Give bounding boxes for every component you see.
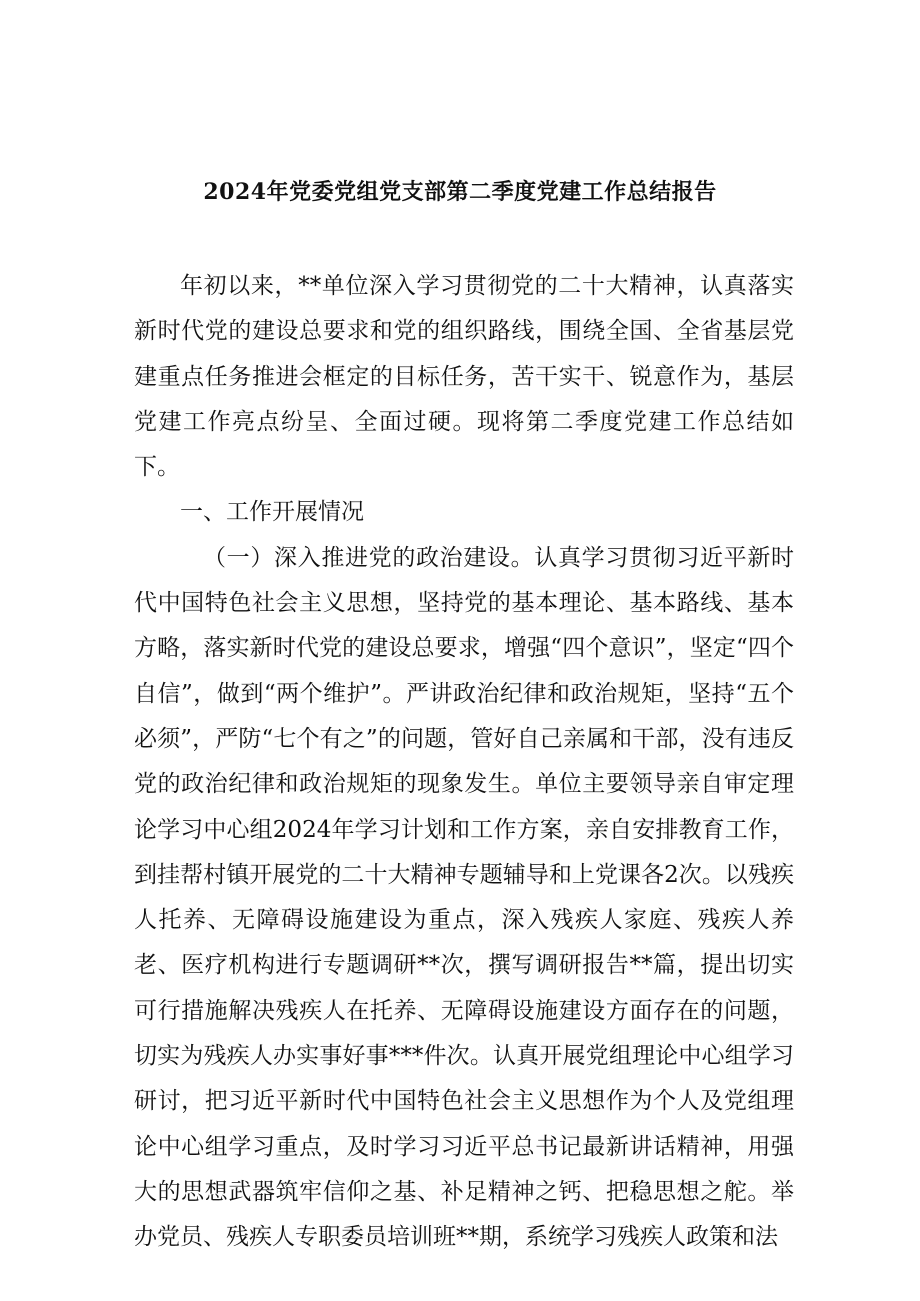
section-heading: 一、工作开展情况 (180, 499, 364, 526)
document-body (134, 264, 794, 1261)
section-paragraph: （一）深入推进党的政治建设。认真学习贯彻习近平新时代中国特色社会主义思想，坚持党的基本理论、基本路线、基本方略，落实新时代党的建设总要求，增强“四个意识”，坚定“四个自信”，做到“两个维护”。严讲政治纪律和政治规矩，坚持“五个必须”，严防“七个有之”的问题，管好自己亲属和干部，没有违反党的政治纪律和政治规矩的现象发生。单位主要领导亲自审定理论学习中心组2024年学习计划和工作方案，亲自安排教育工作，到挂帮村镇开展党的二十大精神专题辅导和上党课各2次。以残疾人托养、无障碍设施建设为重点，深入残疾人家庭、残疾人养老、医疗机构进行专题调研**次，撰写调研报告**篇，提出切实可行措施解决残疾人在托养、无障碍设施建设方面存在的问题，切实为残疾人办实事好事***件次。认真开展党组理论中心组学习研讨，把习近平新时代中国特色社会主义思想作为个人及党组理论中心组学习重点，及时学习习近平总书记最新讲话精神，用强大的思想武器筑牢信仰之基、补足精神之钙、把稳思想之舵。举办党员、残疾人专职委员培训班**期，系统学习残疾人政策和法 (134, 544, 794, 1251)
document-title: 2024年党委党组党支部第二季度党建工作总结报告 (203, 179, 717, 205)
intro-paragraph: 年初以来，**单位深入学习贯彻党的二十大精神，认真落实新时代党的建设总要求和党的组织路线，围绕全国、全省基层党建重点任务推进会框定的目标任务，苦干实干、锐意作为，基层党建工作亮点纷呈、全面过硬。现将第二季度党建工作总结如下。 (134, 273, 794, 481)
